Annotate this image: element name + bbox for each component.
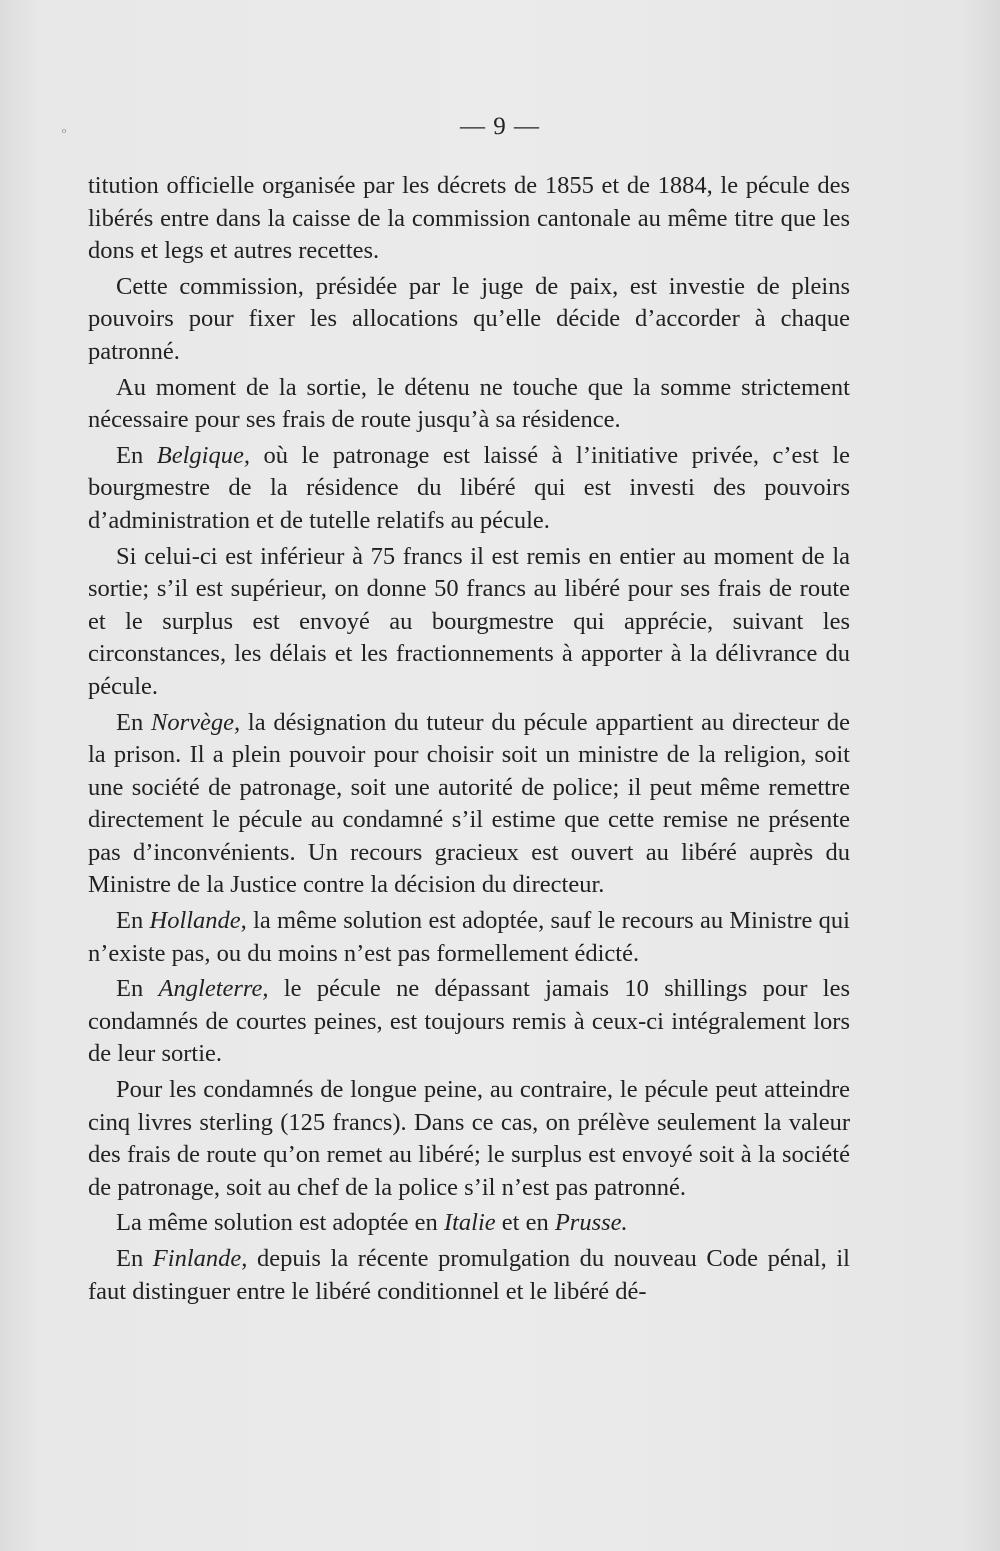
country-name: Prusse. xyxy=(554,1209,628,1237)
text-segment: En xyxy=(116,907,150,935)
paragraph xyxy=(88,973,850,1071)
margin-mark: ᵒ xyxy=(62,126,67,141)
text-segment: La même solution est adoptée en xyxy=(116,1209,444,1237)
text-segment: où le patronage est laissé à l’initiative privée, c’est le bourgmestre de la résidence du libéré qui est investi des pouvoirs d’administration et de tutelle relatifs au pécule. xyxy=(88,441,850,534)
text-segment: Au moment de la sortie, le détenu ne touche que la somme strictement nécessaire pour ses frais de route jusqu’à sa résidence. xyxy=(88,373,850,434)
country-name: Angleterre, xyxy=(158,975,269,1003)
country-name: Finlande, xyxy=(152,1245,248,1272)
text-segment: la désignation du tuteur du pécule appartient au directeur de la prison. Il a plein pouvoir pour choisir soit un ministre de la religion, soit une société de patronage, soit une autorité de police; il peut même remettre directement le pécule au condamné s’il estime que cette remise ne présente pas d’inconvénients. Un recours gracieux est ouvert au libéré auprès du Ministre de la Justice contre la décision du directeur. xyxy=(88,708,851,899)
paragraph xyxy=(88,905,850,970)
country-name: Belgique, xyxy=(156,441,250,469)
text-segment: Cette commission, présidée par le juge de paix, est investie de pleins pouvoirs pour fixer les allocations qu’elle décide d’accorder à chaque patronné. xyxy=(88,272,850,365)
paragraph xyxy=(88,440,850,538)
paragraph xyxy=(88,1074,850,1204)
paragraph xyxy=(88,1243,850,1308)
text-segment: le pécule ne dépassant jamais 10 shillings pour les condamnés de courtes peines, est toujours remis à ceux-ci intégralement lors de leur sortie. xyxy=(88,975,851,1068)
country-name: Hollande, xyxy=(149,907,247,935)
text-segment: En xyxy=(116,708,152,736)
text-segment: et en xyxy=(495,1209,555,1237)
paragraph xyxy=(88,541,850,704)
text-segment: En xyxy=(116,975,159,1003)
body-text xyxy=(88,170,850,1308)
text-segment: titution officielle organisée par les décrets de 1855 et de 1884, le pécule des libérés entre dans la caisse de la commission cantonale au même titre que les dons et legs et autres recettes. xyxy=(88,172,850,265)
paragraph xyxy=(88,271,850,369)
page-number: — 9 — xyxy=(460,113,540,140)
paragraph xyxy=(88,1207,850,1240)
text-segment: Si celui-ci est inférieur à 75 francs il est remis en entier au moment de la sortie; s’il est supérieur, on donne 50 francs au libéré pour ses frais de route et le surplus est envoyé au bourgmestre qui apprécie, suivant les circonstances, les délais et les fractionnements à apporter à la délivrance du pécule. xyxy=(88,542,850,700)
paragraph xyxy=(88,707,850,903)
paragraph xyxy=(88,170,850,268)
text-segment: la même solution est adoptée, sauf le recours au Ministre qui n’existe pas, ou du moins n’est pas formellement édicté. xyxy=(88,907,850,967)
country-name: Italie xyxy=(443,1209,496,1237)
country-name: Norvège, xyxy=(151,708,241,736)
text-segment: Pour les condamnés de longue peine, au contraire, le pécule peut atteindre cinq livres sterling (125 francs). Dans ce cas, on prélève seulement la valeur des frais de route qu’on remet au libéré; le surplus est envoyé soit à la société de patronage, soit au chef de la police s’il n’est pas patronné. xyxy=(88,1076,850,1201)
paragraph xyxy=(88,372,850,437)
text-segment: En xyxy=(116,441,157,469)
text-segment: En xyxy=(116,1245,153,1272)
text-segment: depuis la récente promulgation du nouveau Code pénal, il faut distinguer entre le libéré conditionnel et le libéré dé- xyxy=(88,1245,850,1305)
